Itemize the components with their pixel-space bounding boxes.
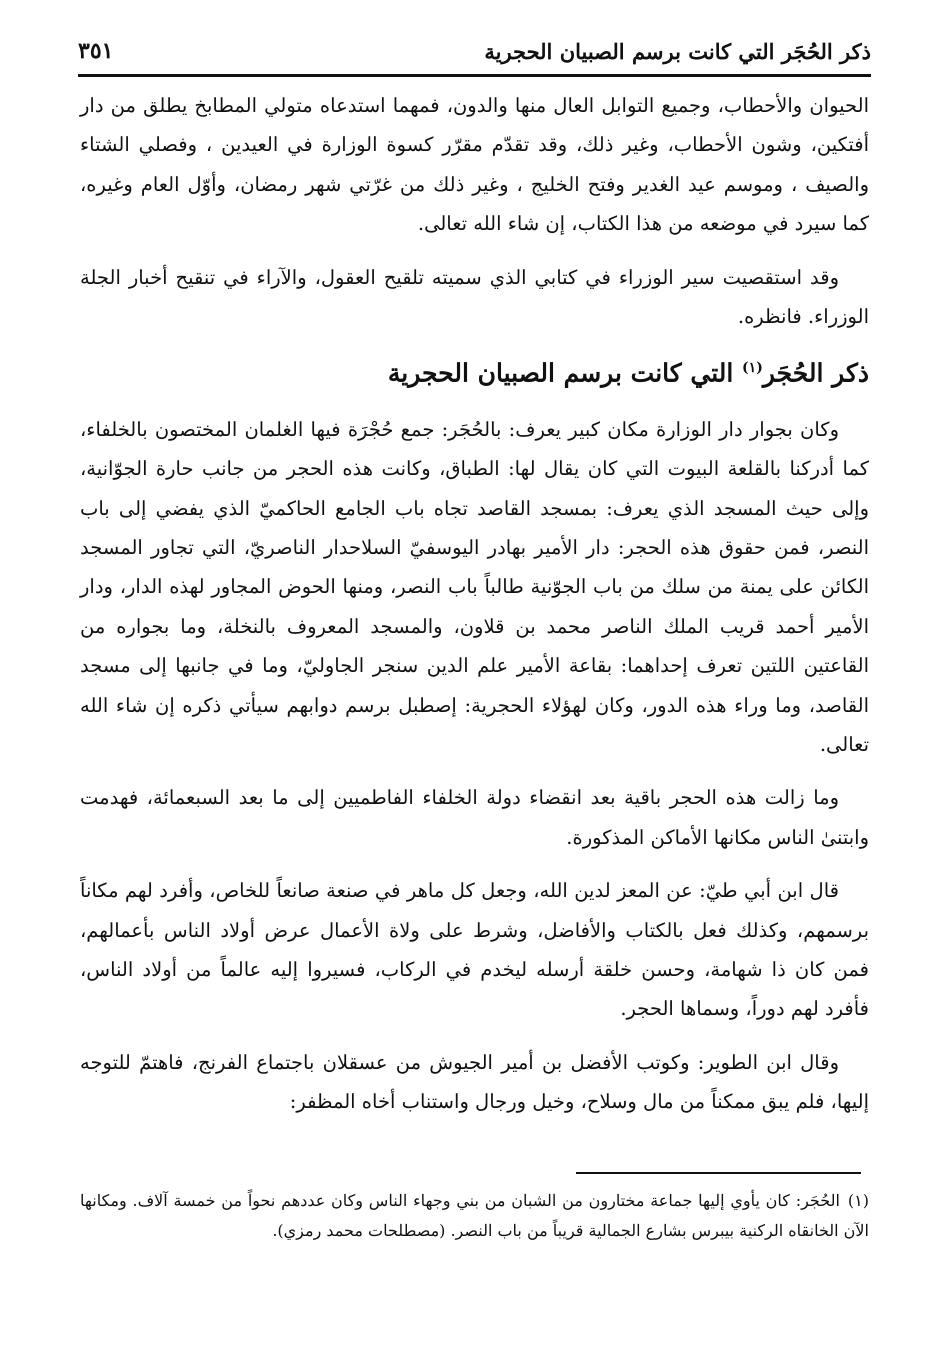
paragraph-3: وكان بجوار دار الوزارة مكان كبير يعرف: بالحُجَر: جمع حُجْرَة فيها الغلمان المختصون بالخلفاء، كما أدركنا بالقلعة البيوت التي كان يقال لها: الطباق، وكانت هذه الحجر من جانب حارة الجوّانية، وإلى حيث المسجد الذي يعرف: بمسجد القاصد تجاه باب الجامع الحاكميّ الذي يفضي إلى باب النصر، فمن حقوق هذه الحجر: دار الأمير بهادر اليوسفيّ السلاحدار الناصريّ، التي تجاور المسجد الكائن على يمنة من سلك من باب الجوّنية طالباً باب النصر، ومنها الحوض المجاور لهذه الدار، ودار الأمير أحمد قريب الملك الناصر محمد بن قلاون، والمسجد المعروف بالنخلة، وما بجواره من القاعتين اللتين تعرف إحداهما: بقاعة الأمير علم الدين سنجر الجاوليّ، وما في جانبها إلى مسجد القاصد، وما وراء هذه الدور، وكان لهؤلاء الحجرية: إصطبل برسم دوابهم سيأتي ذكره إن شاء الله تعالى. xyxy=(80,417,869,757)
paragraph-2: وقد استقصيت سير الوزراء في كتابي الذي سميته تلقيح العقول، والآراء في تنقيح أخبار الجلة الوزراء. فانظره. xyxy=(80,265,869,329)
footnote-number: (١) xyxy=(847,1191,870,1210)
body-text xyxy=(80,86,869,1136)
paragraph-6: وقال ابن الطوير: وكوتب الأفضل بن أمير الجيوش من عسقلان باجتماع الفرنج، فاهتمّ للتوجه إليها، فلم يبق ممكناً من مال وسلاح، وخيل ورجال واستناب أخاه المظفر: xyxy=(80,1050,869,1114)
paragraph-4: وما زالت هذه الحجر باقية بعد انقضاء دولة الخلفاء الفاطميين إلى ما بعد السبعمائة، فهدمت وابتنىٰ الناس مكانها الأماكن المذكورة. xyxy=(80,786,869,849)
section-heading xyxy=(80,350,869,391)
paragraph-5: قال ابن أبي طيّ: عن المعز لدين الله، وجعل كل ماهر في صنعة صانعاً للخاص، وأفرد لهم مكاناً برسمهم، وكذلك فعل بالكتاب والأفاضل، وشرط على ولاة الأعمال عرض أولاد الناس بأعمالهم، فمن كان ذا شهامة، وحسن خلقة أرسله ليخدم في الركاب، فسيروا إليه عالماً من أولاد الناس، فأفرد لهم دوراً، وسماها الحجر. xyxy=(80,879,869,1021)
paragraph-1: الحيوان والأحطاب، وجميع التوابل العال منها والدون، فمهما استدعاه متولي المطابخ يطلق من دار أفتكين، وشون الأحطاب، وغير ذلك، وقد تقدّم مقرّر كسوة الوزارة في العيدين ، وفصلي الشتاء والصيف ، وموسم عيد الغدير وفتح الخليج ، وغير ذلك من غرّتي شهر رمضان، وأوّل العام وغيره، كما سيرد في موضعه من هذا الكتاب، إن شاء الله تعالى. xyxy=(80,94,869,236)
page-number: ٣٥١ xyxy=(78,38,114,64)
footnote-text: الحُجَر: كان يأوي إليها جماعة مختارون من الشبان من بني وجهاء الناس وكان عددهم نحواً من خمسة آلاف. ومكانها الآن الخانقاه الركنية بيبرس بشارع الجمالية قريباً من باب النصر. (مصطلحات محمد رمزي). xyxy=(80,1191,869,1240)
section-heading-part-2: التي كانت برسم الصبيان الحجرية xyxy=(387,358,734,388)
footnotes xyxy=(80,1186,869,1246)
footnote-item xyxy=(80,1186,869,1246)
running-title: ذكر الحُجَر التي كانت برسم الصبيان الحجرية xyxy=(484,38,871,64)
footnote-divider xyxy=(576,1172,861,1174)
section-heading-part-1: ذكر الحُجَر xyxy=(762,358,869,388)
footnote-reference[interactable]: (١) xyxy=(742,360,763,377)
running-head xyxy=(78,28,871,77)
